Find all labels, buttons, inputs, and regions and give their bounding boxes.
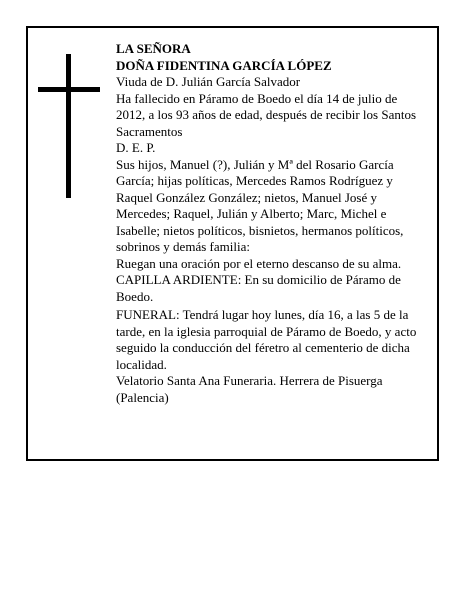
cross-horizontal-bar: [38, 87, 100, 92]
death-info: Ha fallecido en Páramo de Boedo el día 14 de julio de 2012, a los 93 años de edad, después de recibir los Santos Sacramentos: [116, 90, 417, 139]
wake-info: Velatorio Santa Ana Funeraria. Herrera de Pisuerga (Palencia): [116, 373, 383, 405]
notice-title-line1: LA SEÑORA: [116, 41, 191, 56]
cross-vertical-bar: [66, 54, 71, 198]
widow-of-line: Viuda de D. Julián García Salvador: [116, 74, 301, 89]
family-list: Sus hijos, Manuel (?), Julián y Mª del Rosario García García; hijas políticas, Mercedes Ramos Rodríguez y Raquel González González; nietos, Manuel José y Mercedes; Raquel, Julián y Alberto; Marc, Michel e Isabelle; nietos políticos, bisnietos, hermanos políticos, sobrinos y demás familia:: [116, 156, 404, 254]
notice-body: [116, 41, 420, 406]
obituary-notice: [26, 26, 439, 461]
latin-cross-icon: [38, 54, 100, 198]
prayer-request: Ruegan una oración por el eterno descanso de su alma.: [116, 255, 402, 271]
dep-line: D. E. P.: [116, 140, 156, 155]
funeral-info: FUNERAL: Tendrá lugar hoy lunes, día 16, a las 5 de la tarde, en la iglesia parroquial de Páramo de Boedo, y acto seguido la conducción del féretro al cementerio de dicha localidad.: [116, 307, 417, 372]
deceased-name: DOÑA FIDENTINA GARCÍA LÓPEZ: [116, 57, 332, 73]
chapel-info: CAPILLA ARDIENTE: En su domicilio de Páramo de Boedo.: [116, 272, 401, 304]
